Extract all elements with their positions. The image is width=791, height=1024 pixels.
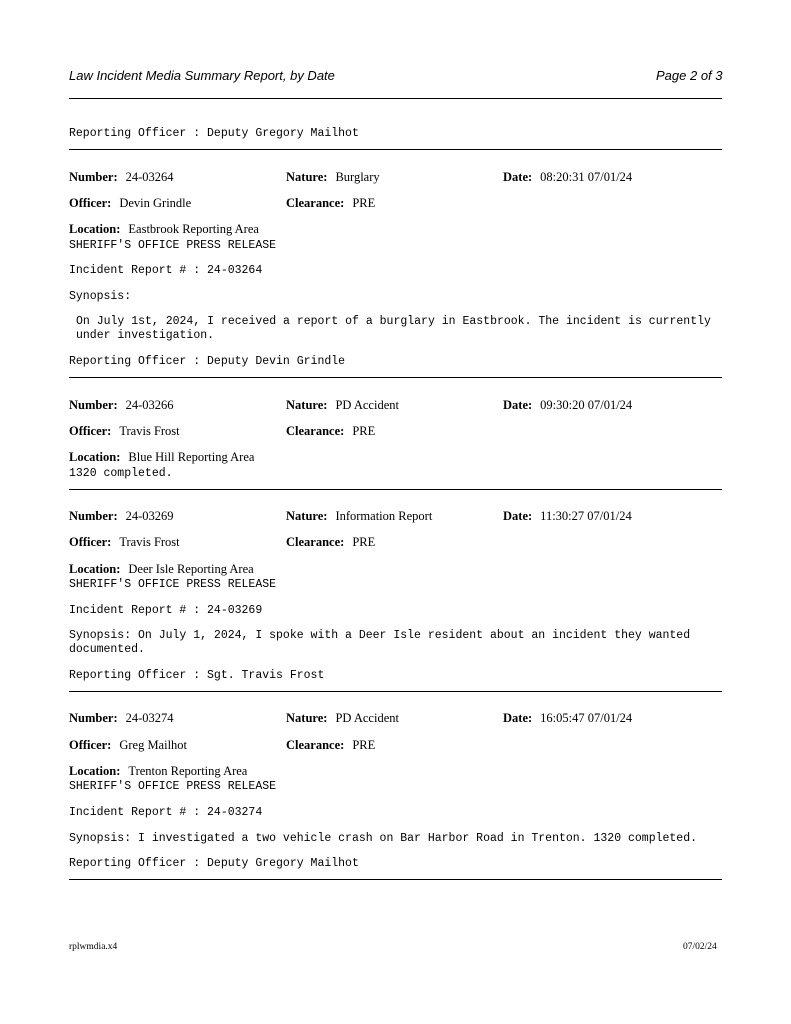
incident-number: Number: 24-03266: [69, 398, 174, 412]
synopsis-text: On July 1st, 2024, I received a report of a burglary in Eastbrook. The incident is currently under investigation.: [76, 315, 711, 342]
incident-location: Location: Blue Hill Reporting Area: [69, 450, 255, 464]
footer-report-code: rplwmdia.x4: [69, 942, 118, 952]
incident-number: Number: 24-03264: [69, 170, 174, 184]
synopsis-label: Synopsis:: [69, 290, 132, 303]
incident-date: Date: 09:30:20 07/01/24: [503, 398, 633, 412]
divider: [69, 377, 722, 378]
incident-number: Number: 24-03274: [69, 711, 174, 725]
divider: [69, 149, 722, 150]
incident-location: Location: Trenton Reporting Area: [69, 764, 248, 778]
incident-nature: Nature: PD Accident: [286, 711, 399, 725]
reporting-officer: Reporting Officer : Deputy Gregory Mailhot: [69, 857, 359, 870]
synopsis-text: Synopsis: On July 1, 2024, I spoke with a Deer Isle resident about an incident they wanted documented.: [69, 629, 691, 656]
divider: [69, 879, 722, 880]
incident-date: Date: 16:05:47 07/01/24: [503, 711, 633, 725]
press-release-heading: SHERIFF'S OFFICE PRESS RELEASE: [69, 780, 277, 793]
incident-clearance: Clearance: PRE: [286, 196, 376, 210]
reporting-officer: Reporting Officer : Sgt. Travis Frost: [69, 669, 325, 682]
synopsis-text: Synopsis: I investigated a two vehicle crash on Bar Harbor Road in Trenton. 1320 completed.: [69, 832, 698, 845]
incident-date: Date: 08:20:31 07/01/24: [503, 170, 633, 184]
incident-number: Number: 24-03269: [69, 509, 174, 523]
incident-location: Location: Deer Isle Reporting Area: [69, 562, 254, 576]
incident-officer: Officer: Travis Frost: [69, 424, 180, 438]
incident-nature: Nature: PD Accident: [286, 398, 399, 412]
incident-clearance: Clearance: PRE: [286, 738, 376, 752]
reporting-officer: Reporting Officer : Deputy Devin Grindle: [69, 355, 346, 368]
divider: [69, 691, 722, 692]
page-number: Page 2 of 3: [656, 68, 723, 83]
incident-clearance: Clearance: PRE: [286, 424, 376, 438]
incident-note: 1320 completed.: [69, 467, 173, 480]
incident-nature: Nature: Burglary: [286, 170, 380, 184]
press-release-heading: SHERIFF'S OFFICE PRESS RELEASE: [69, 578, 277, 591]
reporting-officer: Reporting Officer : Deputy Gregory Mailhot: [69, 127, 359, 140]
incident-report-number: Incident Report # : 24-03274: [69, 806, 263, 819]
incident-clearance: Clearance: PRE: [286, 535, 376, 549]
incident-officer: Officer: Greg Mailhot: [69, 738, 188, 752]
footer-print-date: 07/02/24: [683, 942, 717, 952]
incident-nature: Nature: Information Report: [286, 509, 433, 523]
divider: [69, 98, 722, 99]
incident-officer: Officer: Devin Grindle: [69, 196, 192, 210]
press-release-heading: SHERIFF'S OFFICE PRESS RELEASE: [69, 239, 277, 252]
incident-officer: Officer: Travis Frost: [69, 535, 180, 549]
incident-report-number: Incident Report # : 24-03264: [69, 264, 263, 277]
incident-date: Date: 11:30:27 07/01/24: [503, 509, 632, 523]
incident-report-number: Incident Report # : 24-03269: [69, 604, 263, 617]
incident-location: Location: Eastbrook Reporting Area: [69, 222, 259, 236]
report-title: Law Incident Media Summary Report, by Date: [69, 68, 335, 83]
divider: [69, 489, 722, 490]
